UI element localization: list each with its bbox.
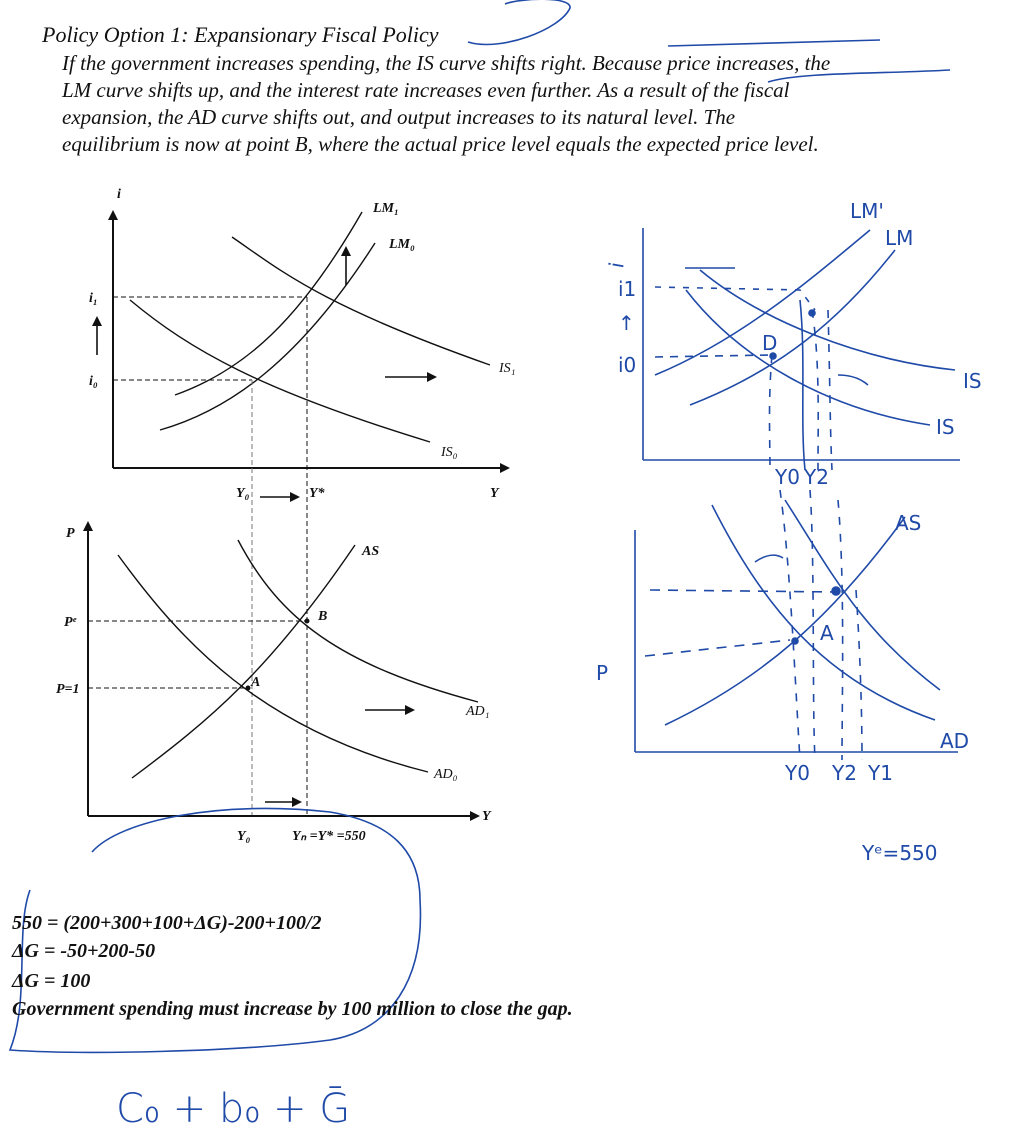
is0-curve xyxy=(130,300,430,442)
hand-lm: LM xyxy=(885,226,914,250)
point-a-dot xyxy=(246,686,251,691)
lm1-label: LM₁ xyxy=(373,201,399,216)
ad1-label: AD₁ xyxy=(466,704,490,719)
lm0-label: LM₀ xyxy=(389,237,415,252)
hand-guide-i0 xyxy=(655,355,770,357)
islm-labels xyxy=(89,187,516,501)
ad0-label: AD₀ xyxy=(434,767,458,782)
yn-label: Yₙ =Y* =550 xyxy=(292,829,366,844)
adas-graph xyxy=(88,523,478,816)
point-b-dot xyxy=(305,619,310,624)
calc-line-3: ΔG = 100 xyxy=(12,970,91,992)
ad0-curve xyxy=(118,555,428,772)
fiscal-circle xyxy=(468,0,570,44)
hand-i: i xyxy=(604,260,629,270)
hand-i1: i1 xyxy=(618,277,637,301)
hand-arrow-up: ↑ xyxy=(618,311,635,335)
underline-price xyxy=(668,40,880,46)
paragraph-line: If the government increases spending, the IS curve shifts right. Because price increases, the xyxy=(62,51,831,75)
y0-label: Y₀ xyxy=(236,486,250,501)
hand-y2: Y2 xyxy=(804,465,829,489)
hand-guide-lower xyxy=(645,640,790,656)
paragraph-line: expansion, the AD curve shifts out, and output increases to its natural level. The xyxy=(62,105,736,129)
p1-label: P=1 xyxy=(56,682,80,697)
ystar-label: Y* xyxy=(309,486,325,501)
adas-y-axis-label: P xyxy=(66,526,75,541)
lm0-curve xyxy=(160,243,375,430)
hand-is1 xyxy=(700,270,955,370)
calc-line-2: ΔG = -50+200-50 xyxy=(12,940,156,962)
section-title: Policy Option 1: Expansionary Fiscal Policy xyxy=(42,22,439,47)
is0-label: IS₀ xyxy=(441,445,458,460)
hand-vertical-1 xyxy=(770,355,773,470)
i0-label: i₀ xyxy=(89,374,98,389)
hand-guide-upper xyxy=(650,590,835,592)
hand-vertical-4 xyxy=(828,310,832,470)
pe-label: Pᵉ xyxy=(64,615,77,630)
hand-dot-upper xyxy=(809,310,815,316)
handwritten-annotations xyxy=(10,0,960,1052)
adas-x-axis-label: Y xyxy=(482,809,491,824)
paragraph-line: LM curve shifts up, and the interest rate increases even further. As a result of the fiscal xyxy=(62,78,790,102)
hand-v-lower-3 xyxy=(838,500,843,760)
hand-point-a: A xyxy=(820,621,834,645)
hand-as xyxy=(665,517,905,725)
hand-is-arrow xyxy=(838,375,868,385)
point-a-label: A xyxy=(251,675,261,690)
y0-lower-label: Y₀ xyxy=(237,829,251,844)
point-b-label: B xyxy=(318,609,328,624)
i1-label: i₁ xyxy=(89,291,98,306)
hand-dot-upper-adas xyxy=(832,587,840,595)
calc-line-1: 550 = (200+300+100+ΔG)-200+100/2 xyxy=(12,912,322,934)
hand-is-right: IS xyxy=(963,369,982,393)
adas-labels xyxy=(56,526,492,844)
paragraph-line: equilibrium is now at point B, where the actual price level equals the expected price level. xyxy=(62,132,819,156)
is1-label: IS₁ xyxy=(499,361,516,376)
hand-v-lower-4 xyxy=(856,590,862,760)
hand-is-left: IS xyxy=(936,415,955,439)
is1-curve xyxy=(232,237,490,365)
islm-y-axis-label: i xyxy=(117,187,121,202)
islm-x-axis-label: Y xyxy=(490,486,499,501)
hand-guide-i1 xyxy=(655,287,815,310)
hand-y0: Y0 xyxy=(775,465,800,489)
hand-dot-lower-adas xyxy=(792,638,798,644)
hand-y2-lower: Y2 xyxy=(832,761,857,785)
hand-ad0 xyxy=(712,505,935,720)
hand-y-eq: Yᵉ=550 xyxy=(862,841,938,865)
hand-lm-prime: LM' xyxy=(850,199,884,223)
lm1-curve xyxy=(175,212,362,395)
hand-i0: i0 xyxy=(618,353,637,377)
hand-formula: C₀ + b₀ + Ḡ xyxy=(116,1086,351,1132)
as-label: AS xyxy=(362,544,380,559)
hand-ad-arrow xyxy=(755,555,783,562)
handwritten-labels xyxy=(116,199,982,1132)
hand-ad: AD xyxy=(940,729,970,753)
underline-result xyxy=(768,70,950,82)
calc-conclusion: Government spending must increase by 100 million to close the gap. xyxy=(12,998,573,1020)
hand-y1-lower: Y1 xyxy=(868,761,893,785)
as-curve xyxy=(132,545,355,778)
hand-p: P xyxy=(596,661,609,685)
hand-y0-lower: Y0 xyxy=(785,761,810,785)
hand-as: AS xyxy=(895,511,922,535)
hand-is0 xyxy=(686,290,930,425)
hand-point-d: D xyxy=(762,331,778,355)
